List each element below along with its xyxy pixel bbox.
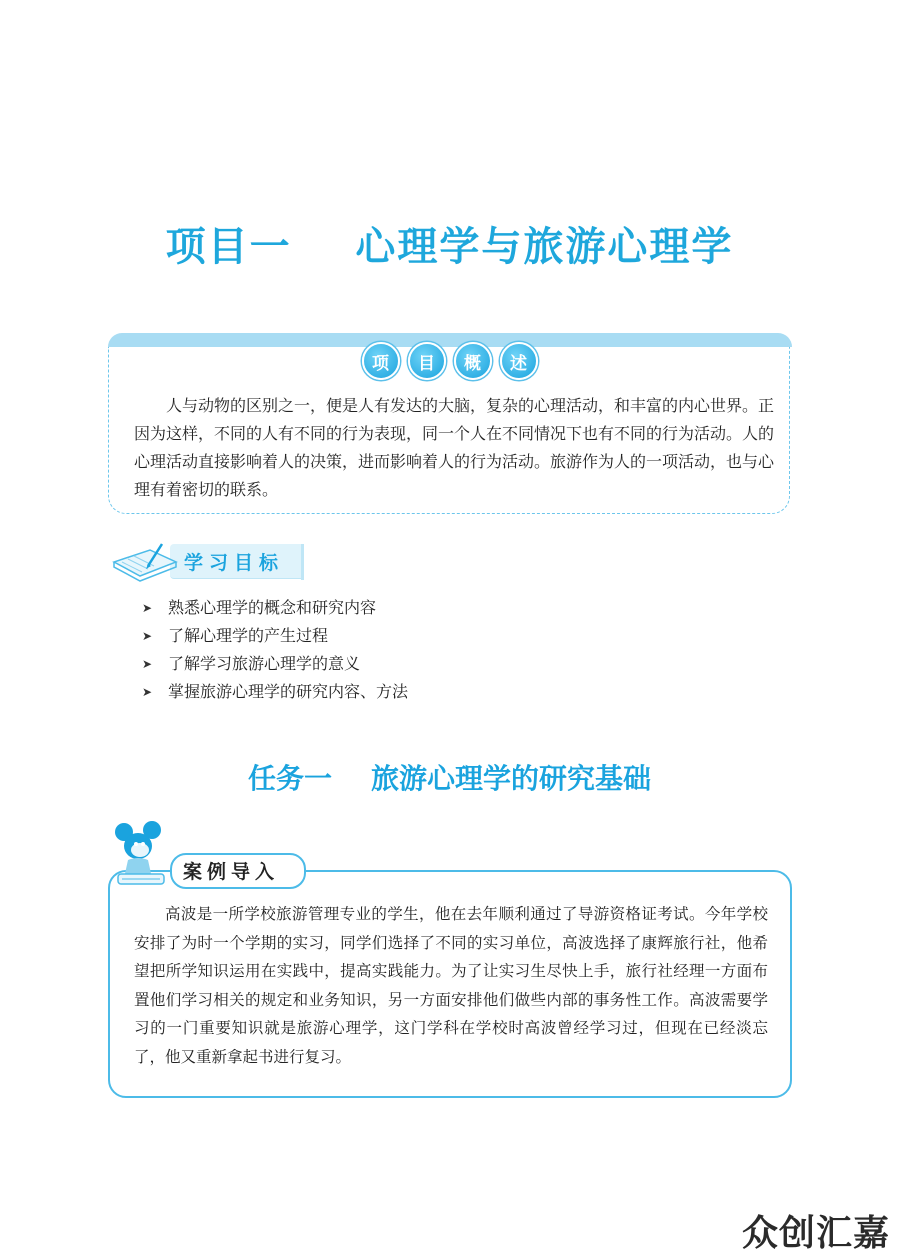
book-pen-icon	[110, 540, 180, 584]
list-item	[142, 678, 408, 706]
goal-text: 掌握旅游心理学的研究内容、方法	[168, 682, 409, 701]
goals-title: 学习目标	[184, 552, 285, 574]
goal-text: 熟悉心理学的概念和研究内容	[168, 598, 377, 617]
list-item	[142, 622, 408, 650]
case-text: 高波是一所学校旅游管理专业的学生，他在去年顺利通过了导游资格证考试。今年学校安排了为时一个学期的实习，同学们选择了不同的实习单位，高波选择了康辉旅行社，他希望把所学知识运用在实践中，提高实践能力。为了让实习生尽快上手，旅行社经理一方面布置他们学习相关的规定和业务知识，另一方面安排他们做些内部的事务性工作。高波需要学习的一门重要知识就是旅游心理学，这门学科在学校时高波曾经学习过，但现在已经淡忘了，他又重新拿起书进行复习。	[134, 905, 768, 1066]
arrow-bullet-icon: ➤	[142, 657, 153, 671]
list-item	[142, 650, 408, 678]
arrow-bullet-icon: ➤	[142, 601, 153, 615]
overview-badge: 概	[454, 342, 492, 380]
overview-badge: 述	[500, 342, 538, 380]
overview-title	[0, 342, 899, 380]
arrow-bullet-icon: ➤	[142, 685, 153, 699]
task-title: 任务一 旅游心理学的研究基础	[248, 762, 651, 795]
overview-badge: 目	[408, 342, 446, 380]
list-item	[142, 594, 408, 622]
goals-list	[142, 594, 408, 706]
case-title: 案例导入	[183, 861, 280, 883]
goal-text: 了解心理学的产生过程	[168, 626, 329, 645]
watermark-logo: 众创汇嘉	[742, 1213, 891, 1254]
goal-text: 了解学习旅游心理学的意义	[168, 654, 361, 673]
chapter-title: 项目一 心理学与旅游心理学	[165, 224, 734, 270]
overview-text: 人与动物的区别之一，便是人有发达的大脑，复杂的心理活动，和丰富的内心世界。正因为这样，不同的人有不同的行为表现，同一个人在不同情况下也有不同的行为活动。人的心理活动直接影响着人的决策，进而影响着人的行为活动。旅游作为人的一项活动，也与心理有着密切的联系。	[134, 396, 775, 499]
arrow-bullet-icon: ➤	[142, 629, 153, 643]
mascot-icon	[112, 820, 174, 890]
overview-badge: 项	[362, 342, 400, 380]
